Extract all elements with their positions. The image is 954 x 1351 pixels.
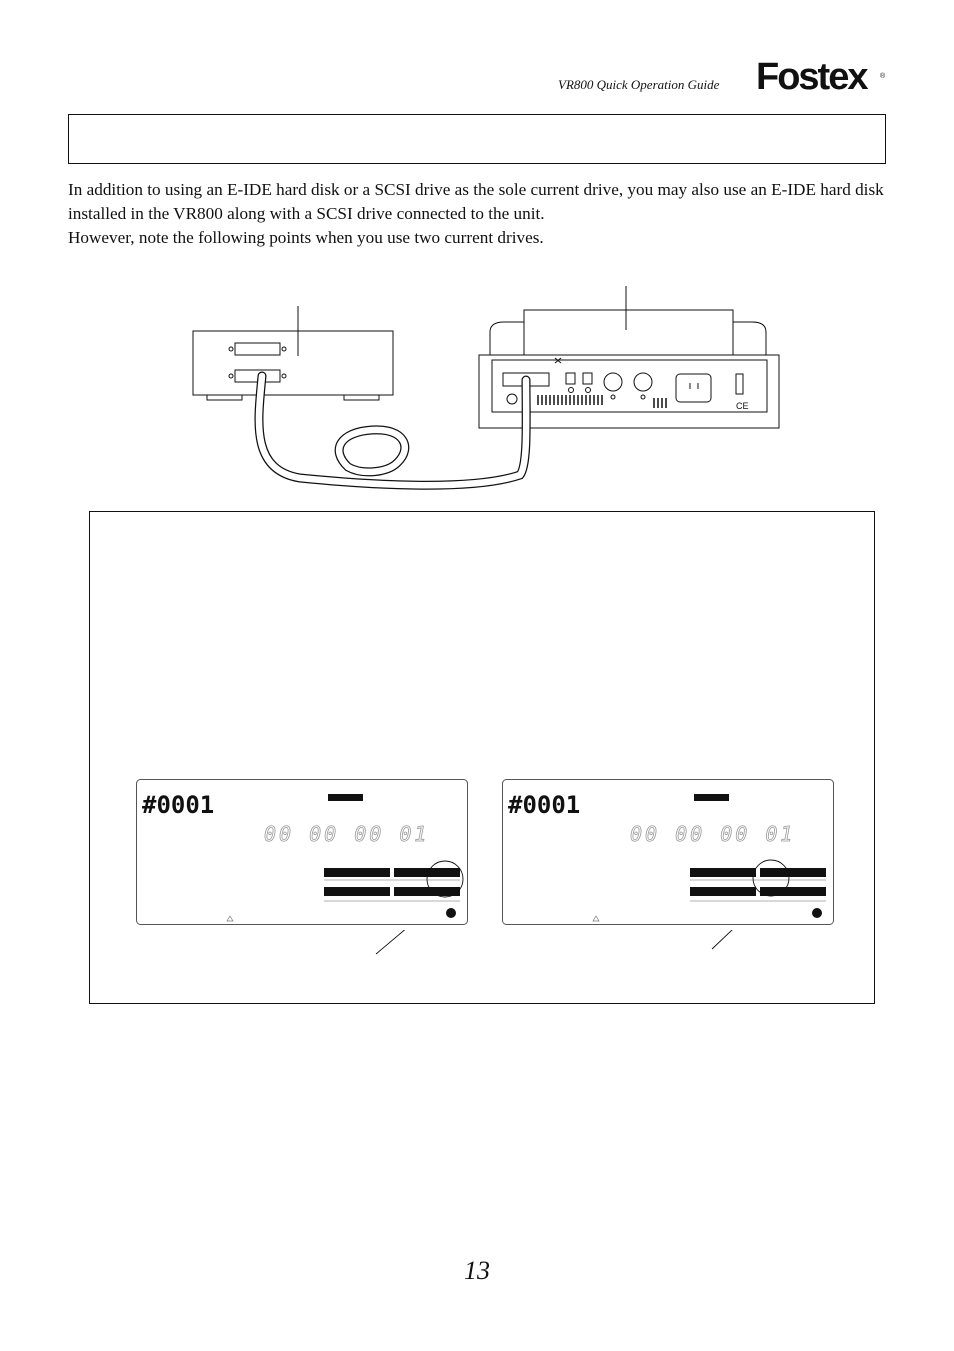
lcd-display-left xyxy=(136,779,468,925)
fostex-logo-text: Fostex xyxy=(756,56,867,96)
svg-text:®: ® xyxy=(880,73,886,80)
lcd-display-right xyxy=(502,779,834,925)
display-pointer-lines xyxy=(0,930,954,960)
time-counter: 00 00 00 01 xyxy=(630,822,796,846)
svg-text:CE: CE xyxy=(736,401,749,411)
section-title-box xyxy=(68,114,886,164)
program-number: #0001 xyxy=(508,791,581,819)
program-number: #0001 xyxy=(142,791,215,819)
fostex-logo xyxy=(756,56,888,96)
intro-text xyxy=(68,178,890,250)
time-counter: 00 00 00 01 xyxy=(264,822,430,846)
scsi-drive-illustration xyxy=(193,331,393,400)
intro-line-2: However, note the following points when you use two current drives. xyxy=(68,228,544,247)
page-number: 13 xyxy=(464,1256,490,1285)
left-pointer-line xyxy=(376,930,446,954)
right-pointer-line xyxy=(712,930,770,949)
header-guide-title: VR800 Quick Operation Guide xyxy=(558,77,720,92)
connection-diagram xyxy=(0,270,954,500)
intro-line-1: In addition to using an E-IDE hard disk or a SCSI drive as the sole current drive, you may also use an E-IDE hard disk installed in the VR800 along with a SCSI drive connected to the unit. xyxy=(68,180,884,223)
